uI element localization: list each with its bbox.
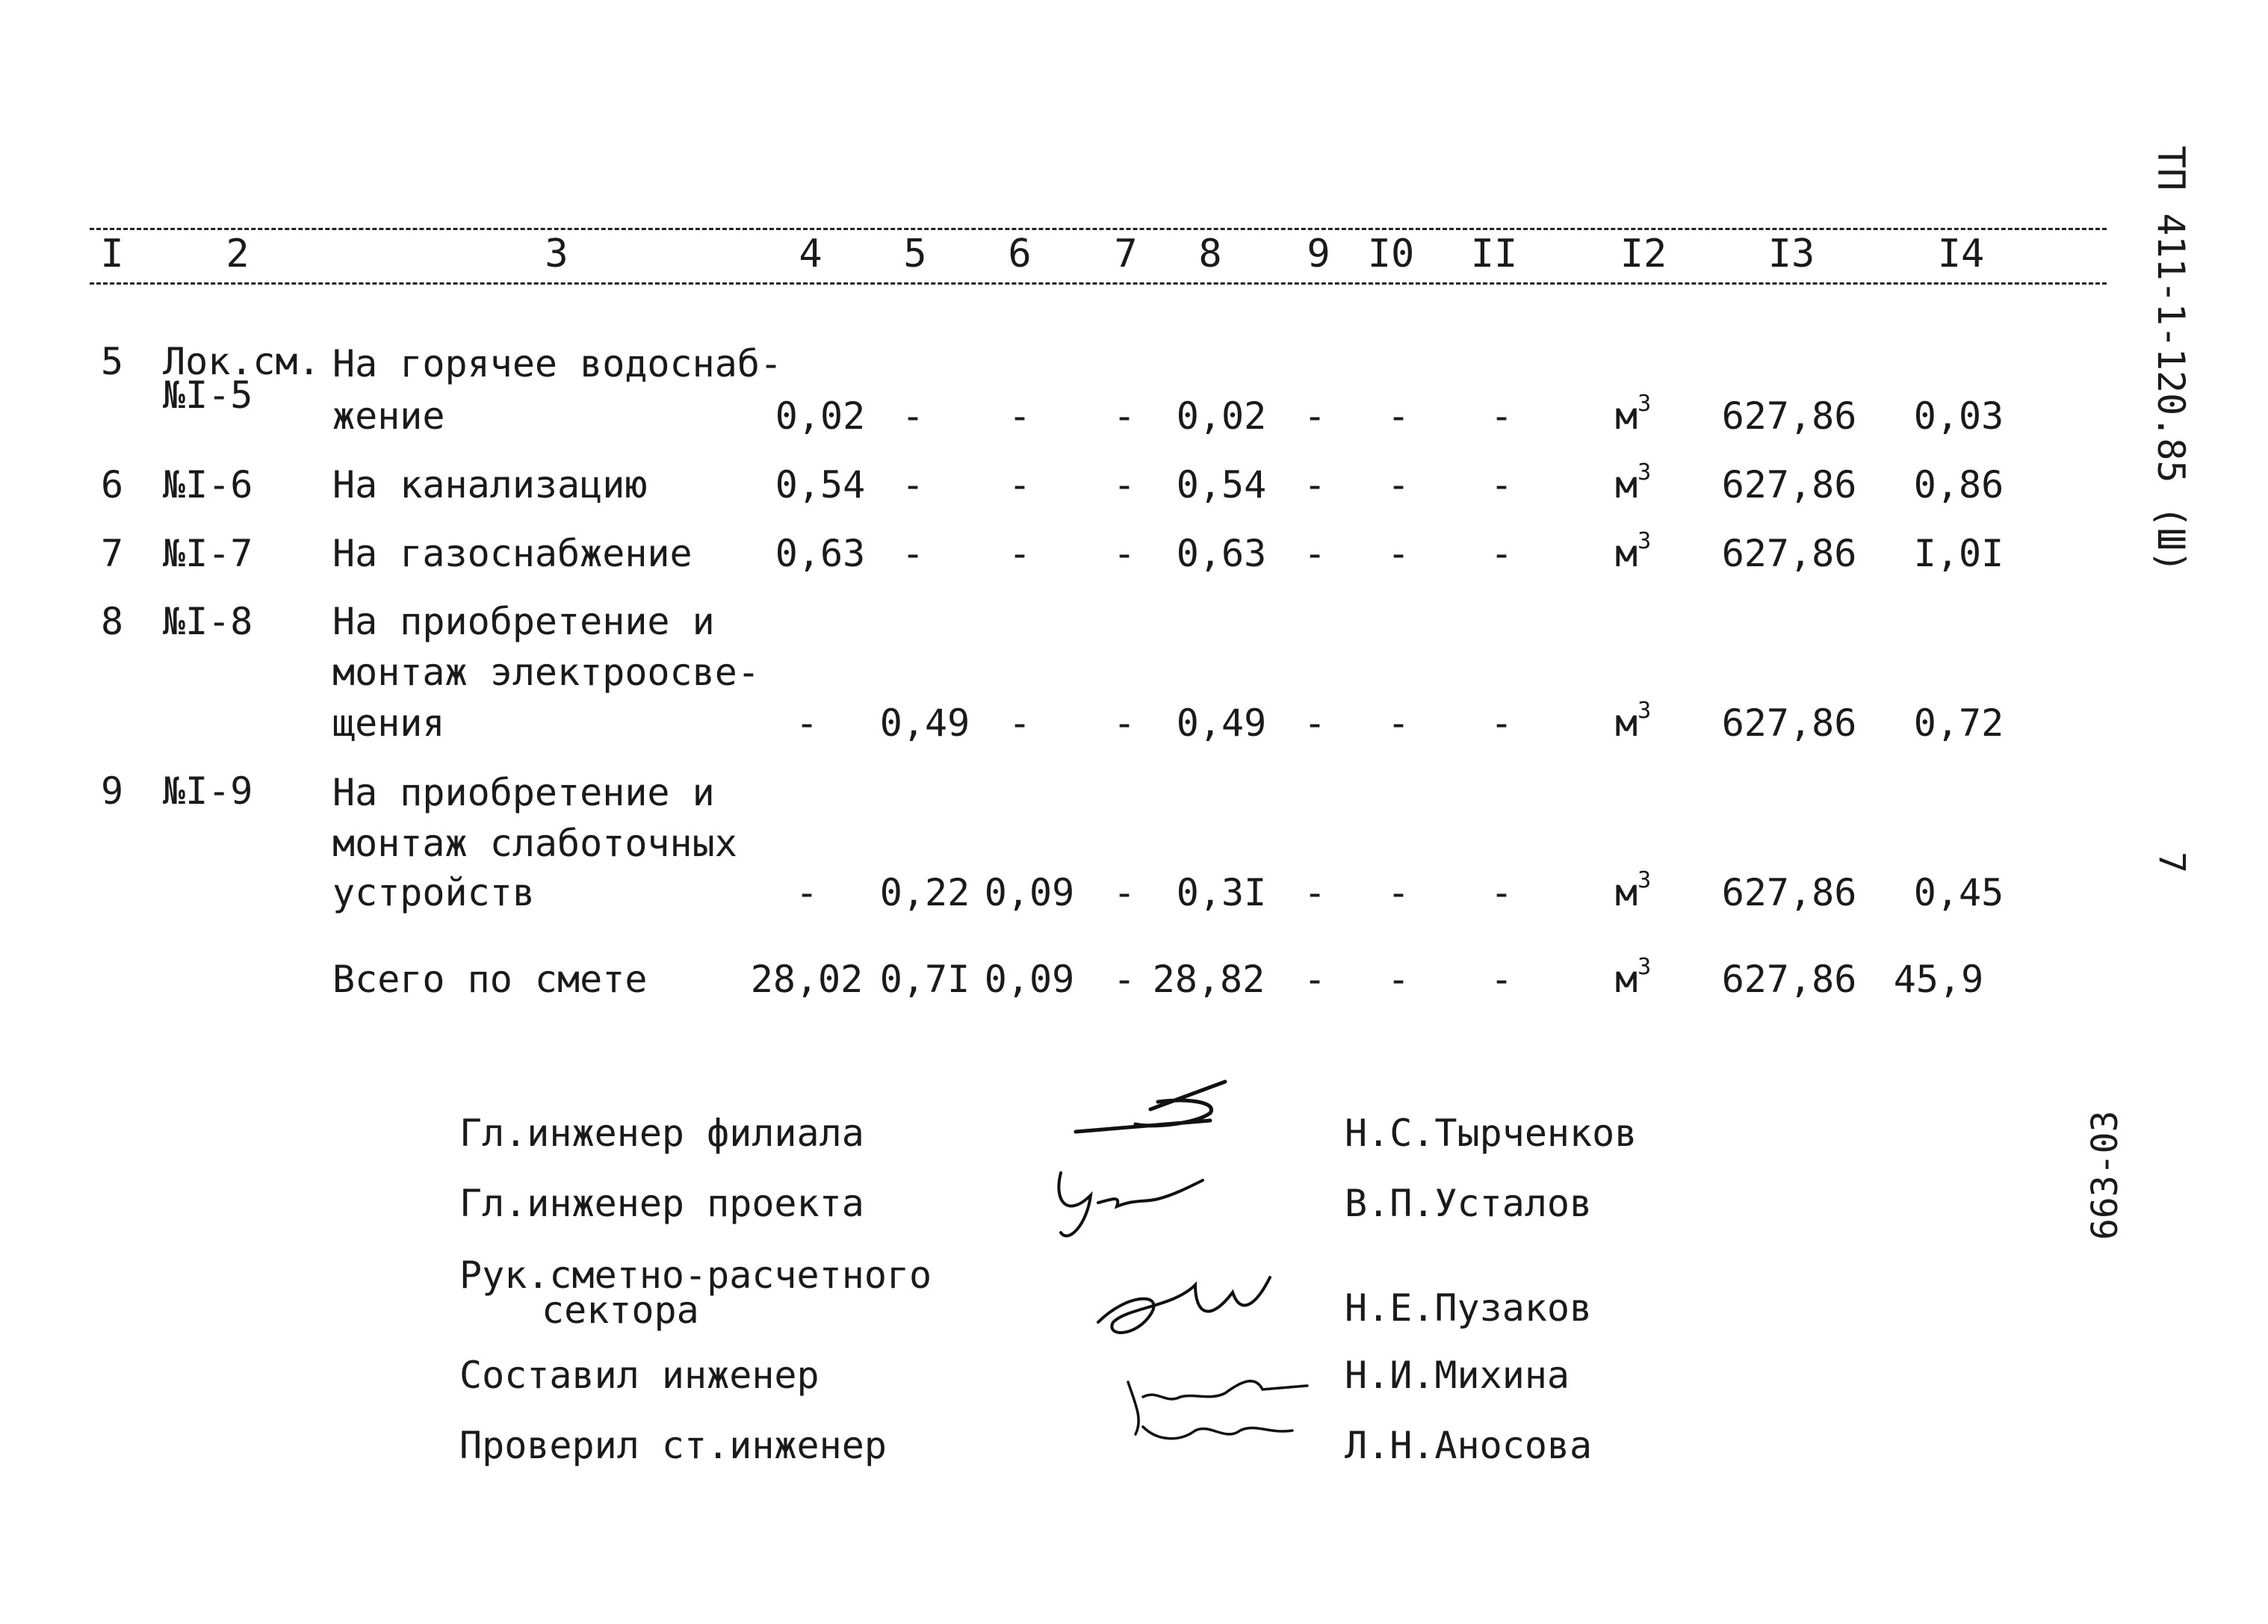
row-number: 7 bbox=[101, 532, 124, 575]
cell-col11: - bbox=[1490, 701, 1513, 745]
cell-col9: - bbox=[1303, 958, 1327, 1001]
cell-col5: 0,49 bbox=[879, 701, 970, 745]
cell-unit: $м^3$ bbox=[1615, 459, 1652, 506]
cell-col8: 0,02 bbox=[1176, 394, 1267, 438]
row-name: монтаж слаботочных bbox=[332, 822, 737, 865]
cell-col4: 0,54 bbox=[775, 463, 866, 506]
col-header-3: 3 bbox=[545, 232, 568, 276]
cell-col4: - bbox=[795, 701, 819, 745]
cell-col13: 627,86 bbox=[1721, 871, 1857, 914]
cell-col8: 0,3I bbox=[1176, 871, 1267, 914]
row-name: щения bbox=[332, 701, 445, 745]
signer-name: Н.Е.Пузаков bbox=[1345, 1286, 1593, 1330]
cell-col10: - bbox=[1386, 701, 1410, 745]
col-header-13: I3 bbox=[1767, 232, 1815, 276]
row-number: 8 bbox=[101, 600, 124, 643]
col-header-10: I0 bbox=[1367, 232, 1415, 276]
cell-col5: - bbox=[901, 463, 925, 506]
cell-unit: $м^3$ bbox=[1615, 391, 1652, 438]
cell-col5: 0,7I bbox=[879, 958, 970, 1001]
cell-col4: 0,63 bbox=[775, 532, 866, 575]
cell-unit: $м^3$ bbox=[1615, 954, 1652, 1001]
cell-col6: 0,09 bbox=[984, 958, 1075, 1001]
header-top-rule bbox=[90, 228, 2107, 230]
cell-col10: - bbox=[1386, 394, 1410, 438]
row-name: На газоснабжение bbox=[332, 532, 693, 575]
signer-name: Н.И.Михина bbox=[1345, 1354, 1570, 1397]
cell-col5: - bbox=[901, 394, 925, 438]
cell-col7: - bbox=[1112, 871, 1136, 914]
cell-col14: 45,9 bbox=[1893, 958, 1984, 1001]
cell-col11: - bbox=[1490, 463, 1513, 506]
cell-col8: 0,49 bbox=[1176, 701, 1267, 745]
cell-col14: 0,86 bbox=[1913, 463, 2004, 506]
row-ref: №I-7 bbox=[163, 532, 253, 575]
cell-col4: 0,02 bbox=[775, 394, 866, 438]
signer-role: Рук.сметно-расчетного bbox=[459, 1253, 932, 1297]
page-number: 7 bbox=[2151, 852, 2193, 873]
cell-col9: - bbox=[1303, 701, 1327, 745]
col-header-7: 7 bbox=[1114, 232, 1138, 276]
cell-col10: - bbox=[1386, 463, 1410, 506]
signature-scribble-4 bbox=[1113, 1360, 1337, 1457]
cell-col9: - bbox=[1303, 394, 1327, 438]
cell-col8: 0,63 bbox=[1176, 532, 1267, 575]
cell-col14: 0,72 bbox=[1913, 701, 2004, 745]
row-name: устройств bbox=[332, 871, 535, 914]
col-header-1: I bbox=[100, 232, 124, 276]
col-header-4: 4 bbox=[799, 232, 822, 276]
cell-col6: - bbox=[1008, 532, 1032, 575]
cell-col13: 627,86 bbox=[1721, 701, 1857, 745]
header-bottom-rule bbox=[90, 282, 2107, 285]
album-number: 663-03 bbox=[2084, 1110, 2126, 1240]
cell-col9: - bbox=[1303, 871, 1327, 914]
col-header-6: 6 bbox=[1008, 232, 1032, 276]
cell-col8: 28,82 bbox=[1152, 958, 1265, 1001]
cell-col6: - bbox=[1008, 463, 1032, 506]
total-label: Всего по смете bbox=[332, 958, 648, 1001]
cell-col13: 627,86 bbox=[1721, 463, 1857, 506]
cell-col7: - bbox=[1112, 394, 1136, 438]
col-header-12: I2 bbox=[1620, 232, 1667, 276]
cell-col11: - bbox=[1490, 532, 1513, 575]
row-ref-number: №I-5 bbox=[163, 374, 253, 417]
signature-scribble-2 bbox=[1046, 1158, 1218, 1248]
row-ref: №I-9 bbox=[163, 769, 253, 813]
row-name: На горячее водоснаб- bbox=[332, 342, 783, 385]
cell-col5: - bbox=[901, 532, 925, 575]
cell-col14: I,0I bbox=[1913, 532, 2004, 575]
col-header-9: 9 bbox=[1307, 232, 1330, 276]
cell-col14: 0,03 bbox=[1913, 394, 2004, 438]
signer-name: В.П.Усталов bbox=[1345, 1182, 1593, 1225]
cell-col13: 627,86 bbox=[1721, 958, 1857, 1001]
cell-col7: - bbox=[1112, 958, 1136, 1001]
cell-col6: 0,09 bbox=[984, 871, 1075, 914]
row-name: жение bbox=[332, 394, 445, 438]
cell-col11: - bbox=[1490, 958, 1513, 1001]
row-ref: №I-8 bbox=[163, 600, 253, 643]
row-name: На приобретение и bbox=[332, 771, 715, 814]
cell-col10: - bbox=[1386, 958, 1410, 1001]
cell-col6: - bbox=[1008, 394, 1032, 438]
signer-role-cont: сектора bbox=[542, 1289, 699, 1332]
row-ref: Лок.см. bbox=[163, 340, 320, 383]
col-header-5: 5 bbox=[903, 232, 927, 276]
row-name: монтаж электроосве- bbox=[332, 651, 760, 694]
cell-col4: - bbox=[795, 871, 819, 914]
row-ref: №I-6 bbox=[163, 463, 253, 506]
row-number: 5 bbox=[101, 340, 124, 383]
col-header-8: 8 bbox=[1198, 232, 1222, 276]
cell-col10: - bbox=[1386, 532, 1410, 575]
signer-role: Проверил ст.инженер bbox=[459, 1424, 887, 1467]
cell-col11: - bbox=[1490, 871, 1513, 914]
col-header-11: II bbox=[1470, 232, 1518, 276]
row-name: На приобретение и bbox=[332, 600, 715, 643]
cell-col13: 627,86 bbox=[1721, 394, 1857, 438]
cell-col11: - bbox=[1490, 394, 1513, 438]
cell-col4: 28,02 bbox=[750, 958, 864, 1001]
row-number: 6 bbox=[101, 463, 124, 506]
cell-unit: $м^3$ bbox=[1615, 867, 1652, 914]
row-name: На канализацию bbox=[332, 463, 648, 506]
cell-unit: $м^3$ bbox=[1615, 698, 1652, 745]
signature-scribble-1 bbox=[1061, 1068, 1248, 1150]
signer-role: Составил инженер bbox=[459, 1354, 819, 1397]
row-number: 9 bbox=[101, 769, 124, 813]
signer-name: Н.С.Тырченков bbox=[1345, 1112, 1638, 1155]
cell-col6: - bbox=[1008, 701, 1032, 745]
cell-col5: 0,22 bbox=[879, 871, 970, 914]
cell-col13: 627,86 bbox=[1721, 532, 1857, 575]
cell-col7: - bbox=[1112, 701, 1136, 745]
cell-col9: - bbox=[1303, 463, 1327, 506]
cell-col7: - bbox=[1112, 463, 1136, 506]
col-header-2: 2 bbox=[226, 232, 250, 276]
document-code: ТП 411-1-120.85 (Ш) bbox=[2149, 146, 2193, 573]
cell-col14: 0,45 bbox=[1913, 871, 2004, 914]
signer-role: Гл.инженер филиала bbox=[459, 1112, 864, 1155]
signer-name: Л.Н.Аносова bbox=[1345, 1424, 1593, 1467]
signature-scribble-3 bbox=[1083, 1262, 1292, 1360]
cell-col10: - bbox=[1386, 871, 1410, 914]
cell-unit: $м^3$ bbox=[1615, 528, 1652, 575]
col-header-14: I4 bbox=[1937, 232, 1985, 276]
signer-role: Гл.инженер проекта bbox=[459, 1182, 864, 1225]
cell-col7: - bbox=[1112, 532, 1136, 575]
cell-col9: - bbox=[1303, 532, 1327, 575]
cell-col8: 0,54 bbox=[1176, 463, 1267, 506]
